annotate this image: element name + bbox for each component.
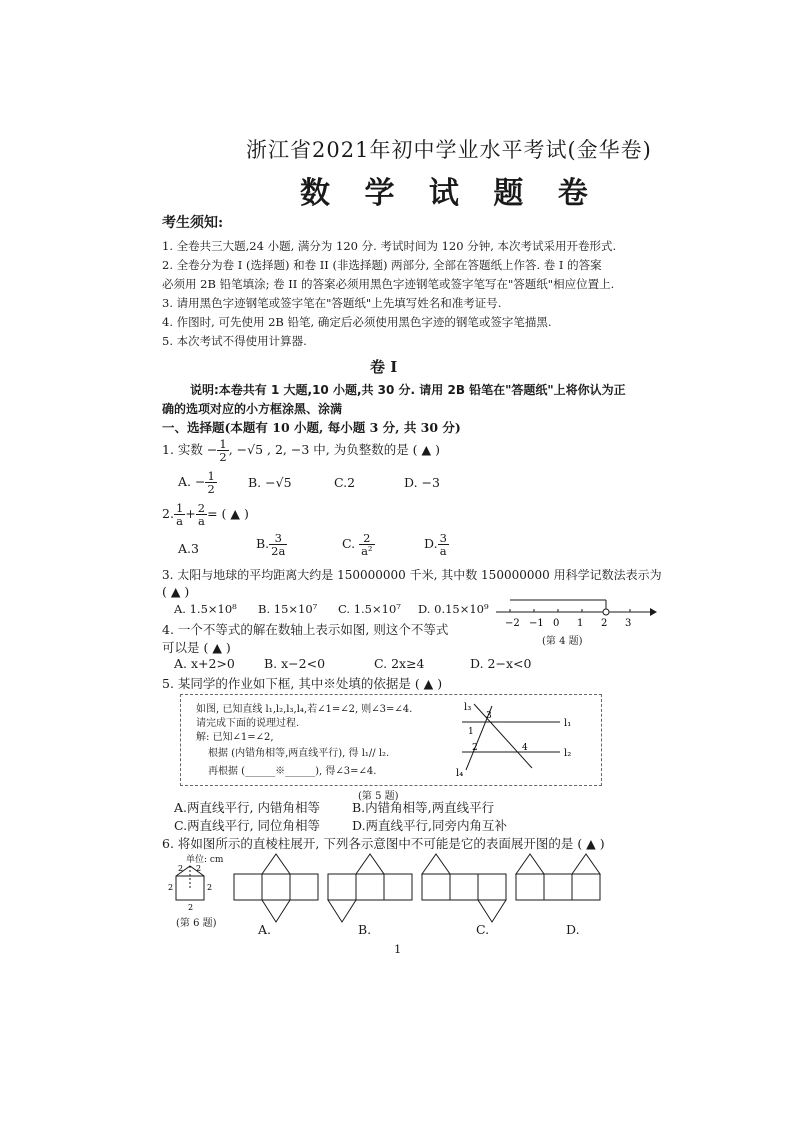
q4-caption: (第 4 题) <box>542 636 583 647</box>
axis-tick-label: −2 <box>505 618 520 629</box>
label-angle-1: 1 <box>468 727 474 737</box>
notice-item-1: 1. 全卷共三大题,24 小题, 满分为 120 分. 考试时间为 120 分钟, 本次考试采用开卷形式. <box>162 239 617 253</box>
notice-item-3: 3. 请用黑色字迹钢笔或签字笔在"答题纸"上先填写姓名和准考证号. <box>162 296 502 310</box>
q6-option-b: B. <box>358 922 372 937</box>
q6-net-d <box>514 850 604 930</box>
q5-box-line1: 如图, 已知直线 l₁,l₂,l₃,l₄,若∠1=∠2, 则∠3=∠4. <box>196 704 413 715</box>
q5-box-line5: 再根据 (______※______), 得∠3=∠4. <box>208 766 377 777</box>
label-l2: l₂ <box>564 748 572 759</box>
label-l4: l₄ <box>456 768 464 779</box>
label-angle-4: 4 <box>522 743 528 753</box>
question-4-line2: 可以是 ( ▲ ) <box>162 640 231 655</box>
q2-option-a: A.3 <box>178 541 199 556</box>
q4-option-b: B. x−2<0 <box>264 656 326 671</box>
axis-tick-label: −1 <box>529 618 544 629</box>
q5-option-a: A.两直线平行, 内错角相等 <box>174 800 320 815</box>
q5-option-d: D.两直线平行,同旁内角互补 <box>352 818 508 833</box>
axis-tick-label: 2 <box>601 618 608 629</box>
notice-item-2b: 必须用 2B 铅笔填涂; 卷 II 的答案必须用黑色字迹钢笔或签字笔写在"答题纸"相应位置上. <box>162 277 615 291</box>
notice-item-2: 2. 全卷分为卷 I (选择题) 和卷 II (非选择题) 两部分, 全部在答题纸上作答. 卷 I 的答案 <box>162 258 602 272</box>
q6-option-d: D. <box>566 922 580 937</box>
axis-tick-label: 1 <box>577 618 584 629</box>
dim-label-4: 2 <box>207 883 213 892</box>
dim-label-5: 2 <box>188 903 194 912</box>
question-2: 2. $\frac{1}{a}$ + $\frac{2}{a}$ = ( ▲ ) <box>162 501 249 529</box>
question-3-line2: ( ▲ ) <box>162 584 190 599</box>
question-4: 4. 一个不等式的解在数轴上表示如图, 则这个不等式 <box>162 622 449 637</box>
exam-title: 浙江省2021年初中学业水平考试(金华卷) <box>246 138 652 162</box>
q1-rest: , −√5 , 2, −3 中, 为负整数的是 ( ▲ ) <box>228 442 440 458</box>
q6-net-c <box>420 850 510 930</box>
axis-tick-label: 3 <box>625 618 632 629</box>
q3-option-d: D. 0.15×10⁹ <box>418 602 489 616</box>
q6-caption: (第 6 题) <box>176 918 217 929</box>
section-note-2: 确的选项对应的小方框涂黑、涂满 <box>162 402 343 416</box>
label-angle-2: 2 <box>472 743 478 753</box>
q6-option-c: C. <box>476 922 490 937</box>
q6-net-b <box>326 850 416 930</box>
q2-option-d: D. $\frac{3}{a}$ <box>424 531 447 559</box>
q1-fraction: $\frac{1}{2}$ <box>219 437 227 465</box>
q1-option-d: D. −3 <box>404 475 440 490</box>
q5-figure <box>440 698 590 782</box>
open-circle <box>603 609 609 615</box>
notice-heading: 考生须知: <box>162 215 224 231</box>
section-title: 卷 Ⅰ <box>370 358 398 376</box>
question-5: 5. 某同学的作业如下框, 其中※处填的依据是 ( ▲ ) <box>162 676 443 691</box>
notice-item-5: 5. 本次考试不得使用计算器. <box>162 334 307 348</box>
label-l3: l₃ <box>464 702 472 713</box>
q1-prefix: 1. 实数 − <box>162 442 218 458</box>
section-note-1: 说明:本卷共有 1 大题,10 小题,共 30 分. 请用 2B 铅笔在"答题纸"上将你认为正 <box>190 383 626 397</box>
label-l1: l₁ <box>564 718 572 729</box>
q5-option-b: B.内错角相等,两直线平行 <box>352 800 495 815</box>
q1-option-c: C.2 <box>334 475 356 490</box>
notice-item-4: 4. 作图时, 可先使用 2B 铅笔, 确定后必须使用黑色字迹的钢笔或签字笔描黑. <box>162 315 552 329</box>
question-6: 6. 将如图所示的直棱柱展开, 下列各示意图中不可能是它的表面展开图的是 ( ▲ ) <box>162 836 605 851</box>
label-angle-3: 3 <box>486 711 492 721</box>
dim-label-1: 2 <box>178 864 184 873</box>
q6-net-a <box>232 850 322 930</box>
axis-arrow-icon <box>650 608 657 616</box>
dim-label-2: 2 <box>196 864 202 873</box>
q1-option-b: B. −√5 <box>248 475 292 490</box>
dim-label-3: 2 <box>168 883 174 892</box>
q2-option-c: C. $\frac{2}{\text{a²}}$ <box>342 531 373 559</box>
q4-option-d: D. 2−x<0 <box>470 656 532 671</box>
q5-box-line4: 根据 (内错角相等,两直线平行), 得 l₁// l₂. <box>208 748 390 759</box>
q6-option-a: A. <box>258 922 272 937</box>
question-1 <box>162 438 440 463</box>
q5-option-c: C.两直线平行, 同位角相等 <box>174 818 321 833</box>
q6-prism <box>164 862 224 914</box>
exam-subtitle: 数 学 试 题 卷 <box>300 176 600 211</box>
page-number: 1 <box>394 942 402 956</box>
q3-option-c: C. 1.5×10⁷ <box>338 602 401 616</box>
question-3: 3. 太阳与地球的平均距离大约是 150000000 千米, 其中数 150000000 用科学记数法表示为 <box>162 568 662 582</box>
q6-unit: 单位: cm <box>186 855 224 865</box>
q3-option-b: B. 15×10⁷ <box>258 602 318 616</box>
q2-option-b: B. $\frac{3}{2a}$ <box>256 531 286 559</box>
q4-option-a: A. x+2>0 <box>174 656 235 671</box>
line-l3 <box>474 704 532 768</box>
q5-box-line2: 请完成下面的说理过程. <box>196 718 300 729</box>
q5-box-line3: 解: 已知∠1=∠2, <box>196 732 274 743</box>
axis-tick-label: 0 <box>553 618 560 629</box>
part-title: 一、选择题(本题有 10 小题, 每小题 3 分, 共 30 分) <box>162 420 461 435</box>
q3-option-a: A. 1.5×10⁸ <box>174 602 237 616</box>
q5-caption: (第 5 题) <box>358 791 399 802</box>
q4-option-c: C. 2x≥4 <box>374 656 425 671</box>
q1-option-a: A. − $\frac{1}{2}$ <box>178 469 215 497</box>
